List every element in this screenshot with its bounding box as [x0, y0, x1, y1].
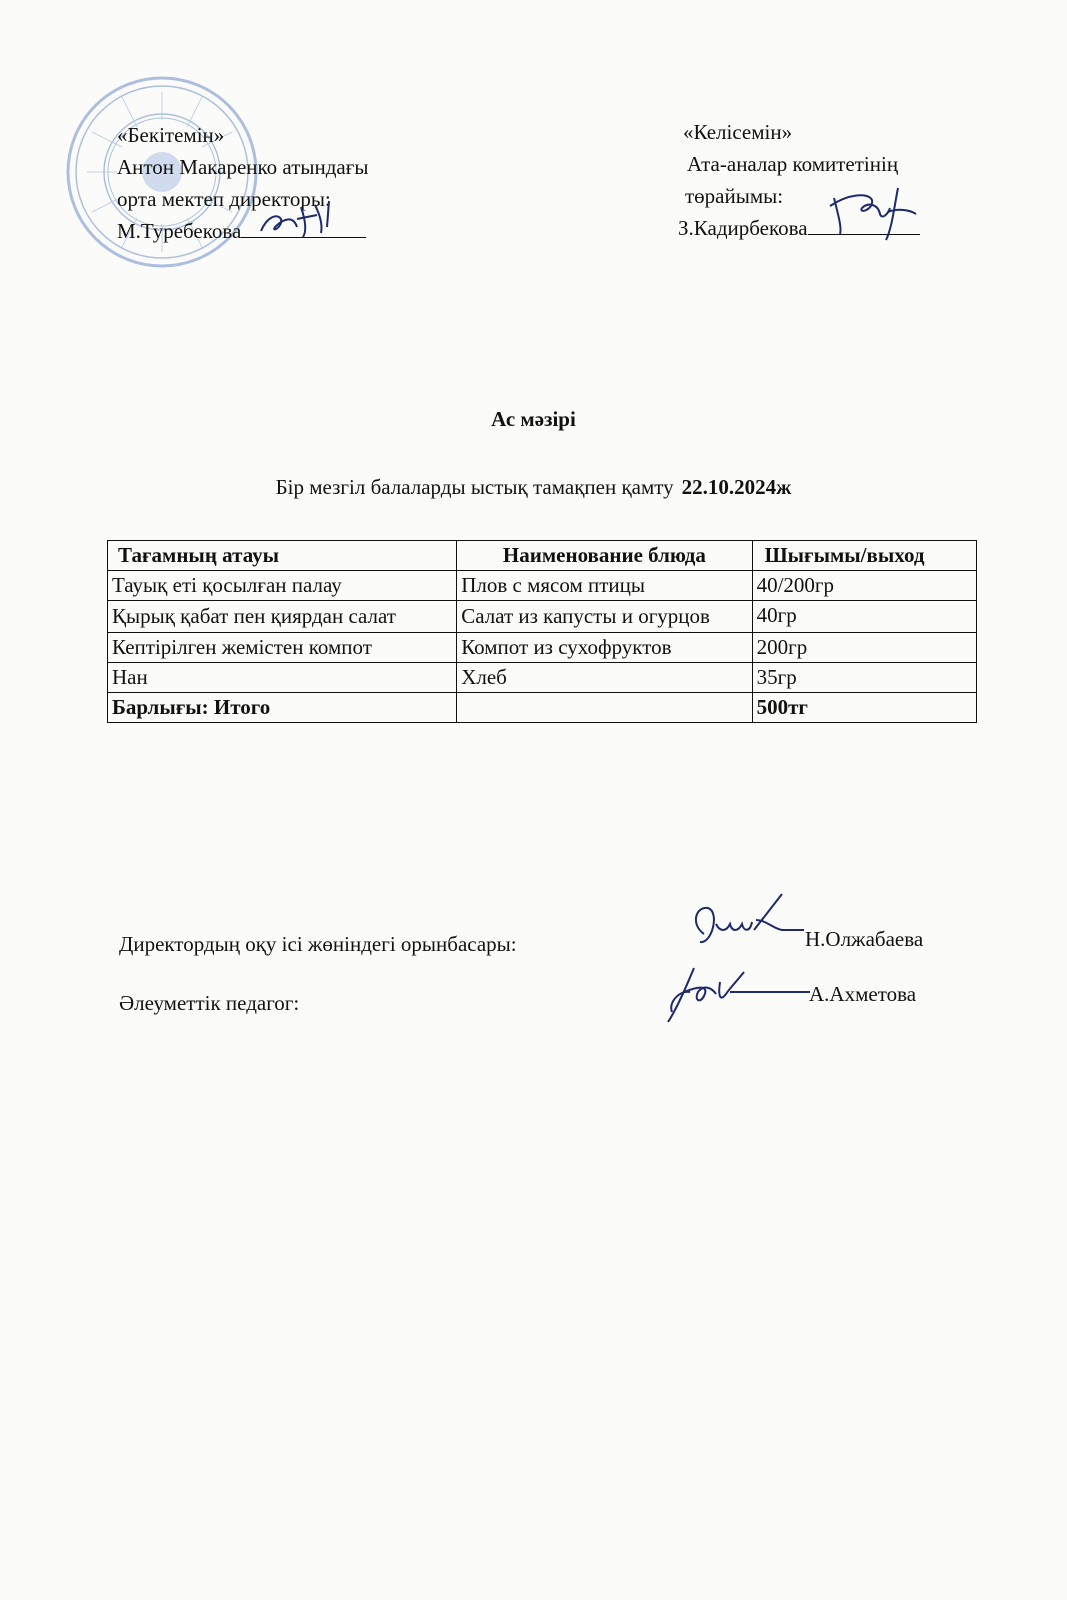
- social-role: Әлеуметтік педагог:: [119, 991, 300, 1015]
- deputy-role: Директордың оқу ісі жөніндегі орынбасары:: [119, 932, 517, 956]
- table-total-empty: [457, 693, 752, 723]
- table-row: [108, 633, 977, 663]
- director-signature-icon: [253, 197, 353, 241]
- approval-signature-line: [241, 217, 366, 238]
- committee-signature-icon: [828, 184, 920, 244]
- table-cell: Тауық еті қосылған палау: [108, 571, 457, 601]
- table-cell: Қырық қабат пен қиярдан салат: [108, 601, 457, 633]
- agreement-name: З.Кадирбекова: [678, 216, 808, 240]
- agreement-position: төрайымы:: [685, 184, 784, 208]
- table-cell: 40/200гр: [752, 571, 976, 601]
- deputy-signature-icon: [686, 890, 806, 960]
- agreement-label: «Келісемін»: [683, 120, 793, 144]
- table-cell: Салат из капусты и огурцов: [457, 601, 752, 633]
- subtitle: [0, 475, 1067, 500]
- table-row: [108, 571, 977, 601]
- page-title: Ас мәзірі: [491, 407, 576, 431]
- table-row: [108, 601, 977, 633]
- table-cell: Плов с мясом птицы: [457, 571, 752, 601]
- agreement-committee: Ата-аналар комитетінің: [687, 152, 899, 176]
- subtitle-date: 22.10.2024ж: [681, 475, 792, 499]
- table-header-kz: Тағамның атауы: [108, 541, 457, 571]
- table-header-output: Шығымы/выход: [752, 541, 976, 571]
- table-cell: 35гр: [752, 663, 976, 693]
- agreement-signature-line: [808, 214, 920, 235]
- social-name: А.Ахметова: [809, 982, 917, 1006]
- table-row: [108, 663, 977, 693]
- table-cell: Компот из сухофруктов: [457, 633, 752, 663]
- table-cell: Кептірілген жемістен компот: [108, 633, 457, 663]
- approval-block: [117, 119, 368, 247]
- approval-label: «Бекітемін»: [117, 123, 225, 147]
- table-header-row: [108, 541, 977, 571]
- table-cell: 200гр: [752, 633, 976, 663]
- agreement-block: [678, 116, 920, 244]
- table-cell: Нан: [108, 663, 457, 693]
- table-total-label: Барлығы: Итого: [108, 693, 457, 723]
- subtitle-text: Бір мезгіл балаларды ыстық тамақпен қамту: [275, 475, 674, 499]
- table-cell: 40гр: [752, 601, 976, 633]
- approval-position: орта мектеп директоры:: [117, 187, 331, 211]
- table-total-row: [108, 693, 977, 723]
- table-total-value: 500тг: [752, 693, 976, 723]
- social-signature-icon: [664, 962, 810, 1032]
- approval-name: М.Туребекова: [117, 219, 242, 243]
- approval-school: Антон Макаренко атындағы: [117, 155, 369, 179]
- table-header-ru: Наименование блюда: [457, 541, 752, 571]
- menu-table: [107, 540, 977, 723]
- table-cell: Хлеб: [457, 663, 752, 693]
- deputy-name: Н.Олжабаева: [805, 927, 924, 951]
